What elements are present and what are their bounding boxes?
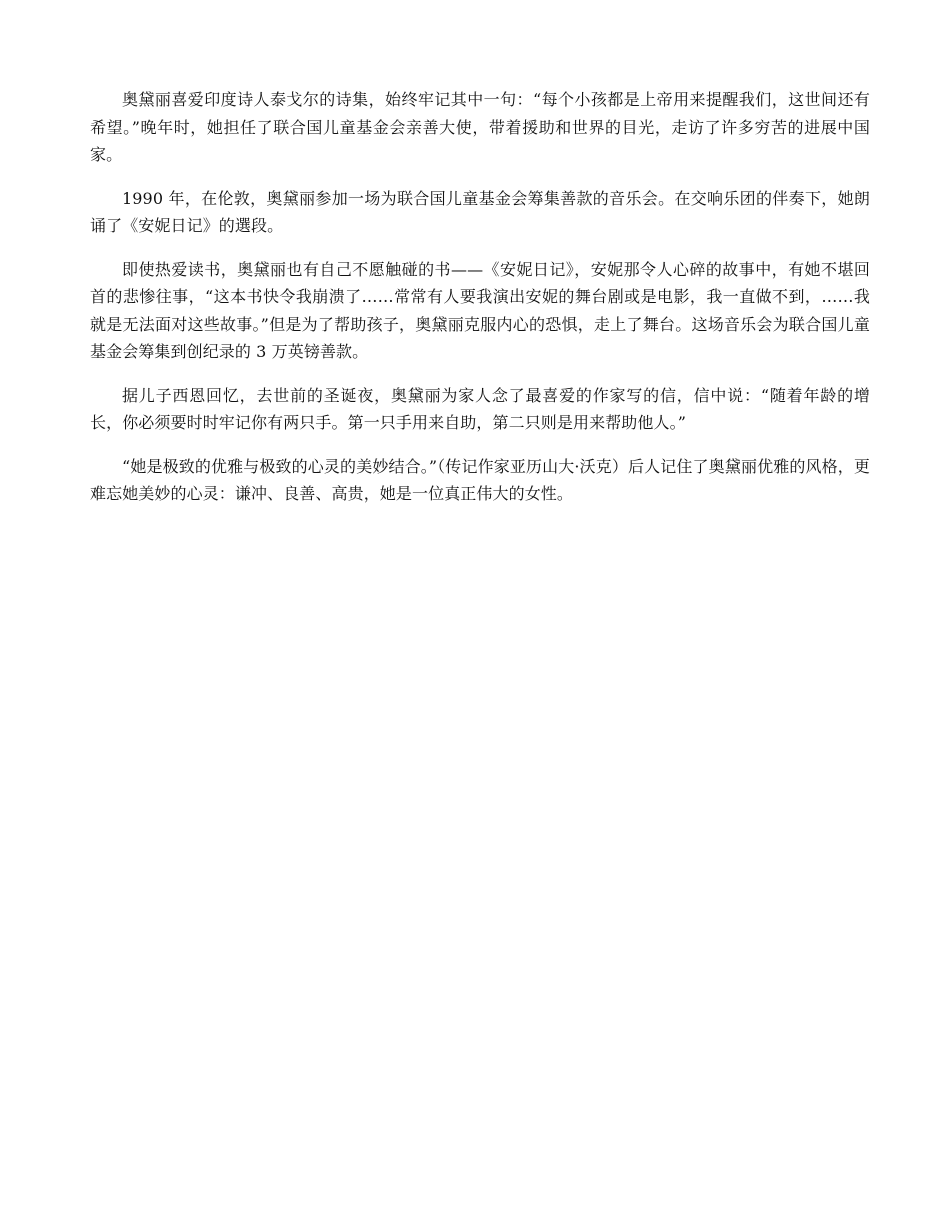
paragraph-tagore: 奥黛丽喜爱印度诗人泰戈尔的诗集，始终牢记其中一句：“每个小孩都是上帝用来提醒我们，这世间还有希望。”晚年时，她担任了联合国儿童基金会亲善大使，带着援助和世界的目光，走访了许多穷苦的进展中国家。 — [90, 90, 870, 164]
paragraph-legacy: “她是极致的优雅与极致的心灵的美妙结合。”（传记作家亚历山大·沃克）后人记住了奥黛丽优雅的风格，更难忘她美妙的心灵：谦冲、良善、高贵，她是一位真正伟大的女性。 — [90, 456, 870, 503]
paragraph-christmas-letter: 据儿子西恩回忆，去世前的圣诞夜，奥黛丽为家人念了最喜爱的作家写的信，信中说：“随着年龄的增长，你必须要时时牢记你有两只手。第一只手用来自助，第二只则是用来帮助他人。” — [90, 385, 870, 432]
paragraph-anne-diary: 即使热爱读书，奥黛丽也有自己不愿触碰的书——《安妮日记》，安妮那令人心碎的故事中，有她不堪回首的悲惨往事，“这本书快令我崩溃了……常常有人要我演出安妮的舞台剧或是电影，我一直做不到，……我就是无法面对这些故事。”但是为了帮助孩子，奥黛丽克服内心的恐惧，走上了舞台。这场音乐会为联合国儿童基金会筹集到创纪录的 3 万英镑善款。 — [90, 259, 870, 361]
paragraph-london-concert: 1990 年，在伦敦，奥黛丽参加一场为联合国儿童基金会筹集善款的音乐会。在交响乐团的伴奏下，她朗诵了《安妮日记》的選段。 — [90, 188, 870, 235]
